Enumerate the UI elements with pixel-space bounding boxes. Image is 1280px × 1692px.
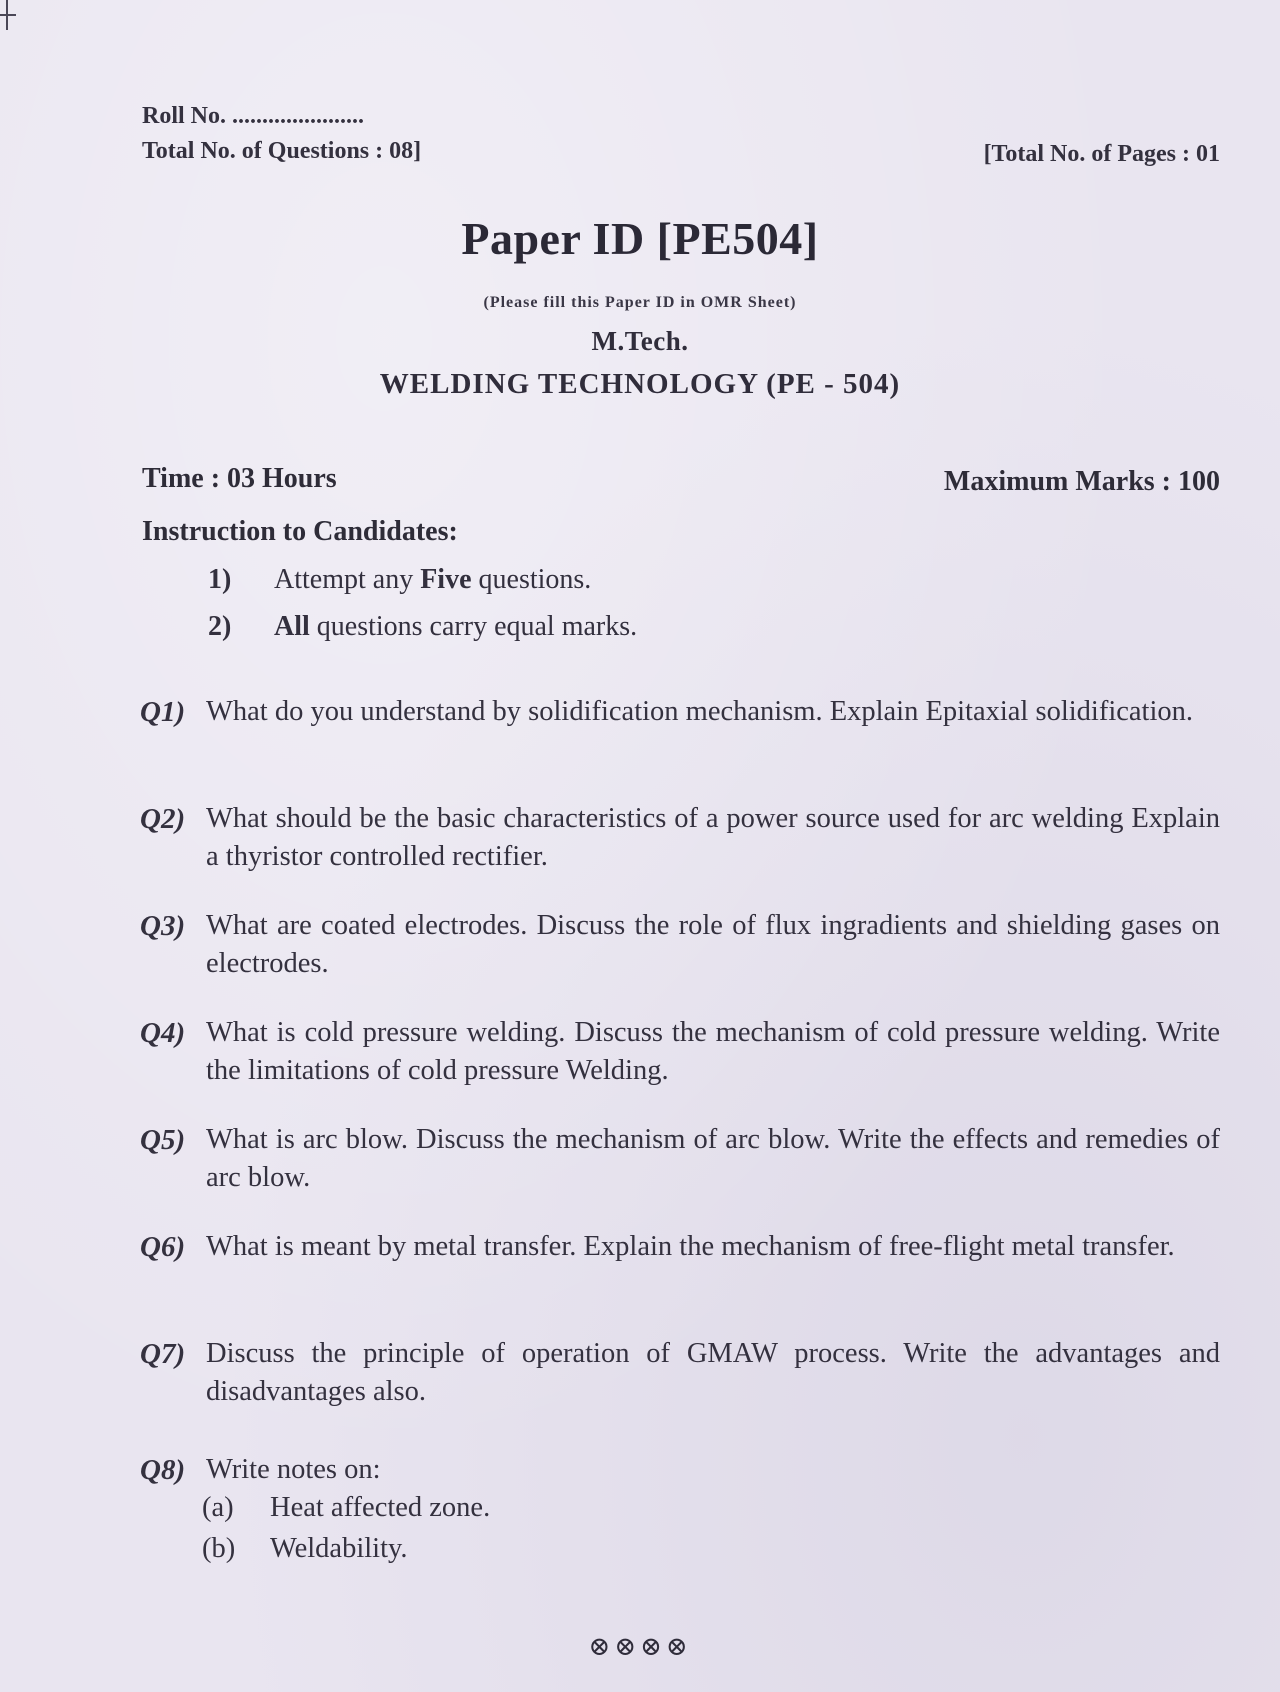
question-8 — [140, 1451, 1220, 1489]
question-6 — [140, 1228, 1220, 1266]
maximum-marks: Maximum Marks : 100 — [943, 466, 1220, 497]
question-5 — [140, 1121, 1220, 1197]
part-text: Weldability. — [270, 1533, 408, 1564]
roll-number-line: Roll No. ...................... — [142, 103, 364, 129]
question-number: Q6) — [140, 1231, 186, 1263]
corner-crop-mark — [0, 14, 16, 16]
question-text: What is arc blow. Discuss the mechanism of arc blow. Write the effects and remedies of arc blow. — [206, 1124, 1220, 1193]
instruction-text-end: questions carry equal marks. — [309, 611, 638, 642]
omr-note: (Please fill this Paper ID in OMR Sheet) — [483, 294, 797, 311]
question-text: What should be the basic characteristics of a power source used for arc welding Explain a thyristor controlled rectifier. — [206, 803, 1220, 872]
instruction-text-end: questions. — [471, 564, 592, 595]
q8-part-a — [202, 1492, 490, 1524]
question-number: Q7) — [140, 1338, 186, 1370]
part-label: (b) — [202, 1533, 236, 1564]
paper-id-title: Paper ID [PE504] — [461, 213, 819, 264]
question-2 — [140, 800, 1220, 876]
question-number: Q1) — [140, 696, 186, 728]
question-text: Discuss the principle of operation of GMAW process. Write the advantages and disadvantages also. — [206, 1338, 1220, 1407]
question-text: What are coated electrodes. Discuss the role of flux ingradients and shielding gases on electrodes. — [206, 910, 1220, 979]
question-text: What do you understand by solidification mechanism. Explain Epitaxial solidification. — [206, 696, 1193, 727]
instruction-emphasis: Five — [420, 564, 472, 595]
question-number: Q2) — [140, 803, 186, 835]
instruction-item — [208, 564, 591, 596]
q8-part-b — [202, 1533, 408, 1565]
question-text: Write notes on: — [206, 1454, 381, 1485]
question-7 — [140, 1335, 1220, 1411]
subject-name: WELDING TECHNOLOGY (PE - 504) — [379, 368, 901, 400]
instruction-emphasis: All — [274, 611, 310, 642]
question-text: What is meant by metal transfer. Explain the mechanism of free-flight metal transfer. — [206, 1231, 1175, 1262]
part-label: (a) — [202, 1492, 234, 1523]
question-text: What is cold pressure welding. Discuss the mechanism of cold pressure welding. Write the limitations of cold pressure Welding. — [206, 1017, 1220, 1086]
total-questions: Total No. of Questions : 08] — [142, 138, 422, 164]
question-number: Q5) — [140, 1124, 186, 1156]
end-of-paper-symbols: ⊗⊗⊗⊗ — [588, 1632, 692, 1661]
question-4 — [140, 1014, 1220, 1090]
total-pages: [Total No. of Pages : 01 — [983, 141, 1220, 167]
instruction-text: Attempt any — [274, 564, 421, 595]
instructions-heading: Instruction to Candidates: — [142, 516, 458, 547]
degree-name: M.Tech. — [591, 326, 689, 356]
instruction-number: 1) — [208, 564, 232, 595]
instruction-number: 2) — [208, 611, 232, 642]
part-text: Heat affected zone. — [270, 1492, 491, 1523]
question-3 — [140, 907, 1220, 983]
instruction-item — [208, 611, 637, 643]
question-number: Q4) — [140, 1017, 186, 1049]
exam-time: Time : 03 Hours — [142, 463, 337, 494]
corner-crop-mark-vertical — [6, 0, 8, 30]
question-number: Q8) — [140, 1454, 186, 1486]
question-number: Q3) — [140, 910, 186, 942]
question-1 — [140, 693, 1220, 731]
